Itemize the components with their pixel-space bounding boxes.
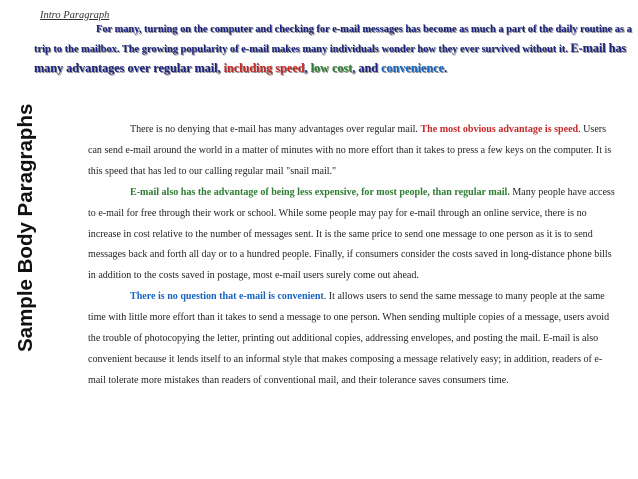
thesis-speed: including speed: [223, 61, 305, 75]
topic-sentence-speed: The most obvious advantage is speed: [420, 124, 579, 135]
thesis-lead: E-mail has many advantages over regular mail,: [34, 41, 627, 75]
paragraph-body: . It allows users to send the same message to many people at the same time with little more effort than it takes to send a message to one person. When sending multiple copies of a message, users avoid the trouble of photocopying the letter, printing out additional copies, addressing envelopes, and posting the mail. E-mail is also convenient because it lends itself to an informal style that makes composing a message relatively easy; in addition, readers of e-mail tolerate more mistakes than readers of conventional mail, and their tolerance saves consumers time.: [88, 291, 610, 386]
thesis-low-cost: low cost: [310, 61, 353, 75]
paragraph-body: Many people have access to e-mail for free through their work or school. While some people may pay for e-mail through an online service, there is no increase in cost relative to the number of messages sent. It is the same price to send one message to one person as it is to send messages back and forth all day or to a hundred people. Finally, if consumers consider the costs saved in long-distance phone bills in addition to the costs saved in postage, most e-mail users surely come out ahead.: [88, 186, 615, 282]
thesis-comma: ,: [304, 61, 308, 75]
thesis-period: .: [444, 61, 448, 75]
body-paragraph-cost: [88, 183, 617, 288]
body-paragraph-speed: [88, 120, 617, 183]
paragraph-lead: There is no denying that e-mail has many advantages over regular mail.: [130, 124, 418, 135]
sidebar-title: Sample Body Paragraphs: [14, 103, 37, 352]
thesis-and: , and: [352, 61, 379, 75]
body-paragraph-convenience: [88, 287, 617, 392]
thesis-convenience: convenience: [381, 61, 445, 75]
intro-paragraph: [34, 21, 632, 79]
body-paragraphs: [88, 120, 617, 392]
topic-sentence-cost: E-mail also has the advantage of being less expensive, for most people, than regular mail.: [130, 186, 510, 198]
intro-text: For many, turning on the computer and checking for e-mail messages has become as much a part of the daily routine as a trip to the mailbox. The growing popularity of e-mail makes many individuals wonder how they ever survived without it.: [34, 24, 632, 55]
paragraph-body: . Users can send e-mail around the world in a matter of minutes with no more effort than it takes to press a few keys on the computer. It is this speed that has led to our calling regular mail "snail mail.": [88, 124, 612, 177]
intro-paragraph-label: Intro Paragraph: [40, 10, 110, 21]
topic-sentence-convenience: There is no question that e-mail is convenient: [130, 291, 324, 303]
